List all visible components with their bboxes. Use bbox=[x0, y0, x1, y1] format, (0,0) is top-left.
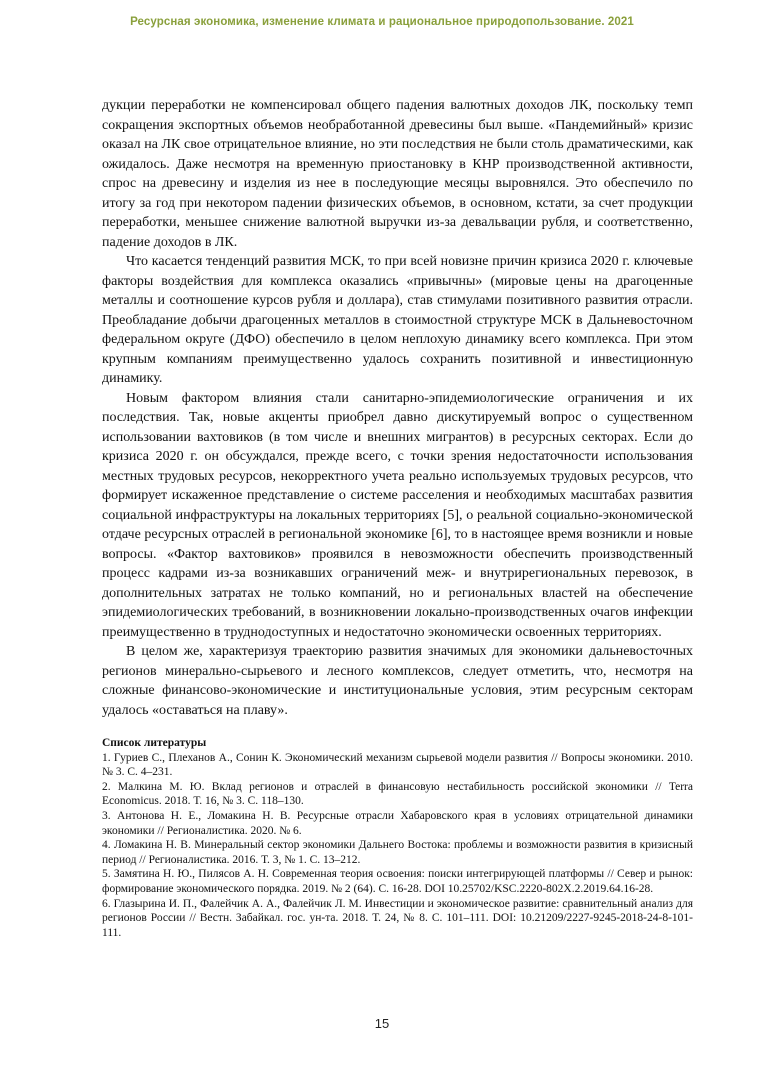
reference-item: 6. Глазырина И. П., Фалейчик А. А., Фалейчик Л. М. Инвестиции и экономическое развитие: сравнительный анализ для регионов России // Вестн. Забайкал. гос. ун-та. 2018. Т. 24, № 8. С. 101–111. DOI: 10.21209/2227-9245-2018-24-8-101-111. bbox=[102, 897, 693, 939]
reference-item: 4. Ломакина Н. В. Минеральный сектор экономики Дальнего Востока: проблемы и возможности развития в кризисный период // Регионалистика. 2016. Т. 3, № 1. С. 13–212. bbox=[102, 839, 693, 866]
references-section bbox=[102, 736, 693, 940]
page-content bbox=[102, 96, 693, 940]
reference-item: 1. Гуриев С., Плеханов А., Сонин К. Экономический механизм сырьевой модели развития // Вопросы экономики. 2010. № 3. С. 4–231. bbox=[102, 751, 693, 779]
reference-item: 2. Малкина М. Ю. Вклад регионов и отраслей в финансовую нестабильность российской экономики // Terra Economicus. 2018. Т. 16, № 3. С. 118–130. bbox=[102, 780, 693, 808]
reference-item: 3. Антонова Н. Е., Ломакина Н. В. Ресурсные отрасли Хабаровского края в условиях отрицательной динамики экономики // Регионалистика. 2020. № 6. bbox=[102, 809, 693, 837]
running-header: Ресурсная экономика, изменение климата и рациональное природопользование. 2021 bbox=[130, 16, 634, 28]
body-paragraph: В целом же, характеризуя траекторию развития значимых для экономики дальневосточных регионов минерально-сырьевого и лесного комплексов, следует отметить, что, несмотря на сложные финансово-экономические и институциональные условия, этим ресурсным секторам удалось «оставаться на плаву». bbox=[102, 644, 693, 718]
page-number: 15 bbox=[374, 1016, 390, 1031]
reference-item: 5. Замятина Н. Ю., Пилясов А. Н. Современная теория освоения: поиски интегрирующей платформы // Север и рынок: формирование экономического порядка. 2019. № 2 (64). С. 16-28. DOI 10.25702/KSC.2220-802X.2.2019.64.16-28. bbox=[102, 868, 693, 895]
body-paragraph: Что касается тенденций развития МСК, то при всей новизне причин кризиса 2020 г. ключевые факторы воздействия для комплекса оказались «привычны» (мировые цены на драгоценные металлы и соотношение курсов рубля и доллара), став стимулами позитивного развития отрасли. Преобладание добычи драгоценных металлов в стоимостной структуре МСК в Дальневосточном федеральном округе (ДФО) обеспечило в целом неплохую динамику всего комплекса. При этом крупным компаниям преимущественно удалось сохранить позитивной и инвестиционную динамику. bbox=[102, 254, 693, 386]
body-paragraph: Новым фактором влияния стали санитарно-эпидемиологические ограничения и их последствия. Так, новые акценты приобрел давно дискутируемый вопрос о существенном использовании вахтовиков (в том числе и внешних мигрантов) в ресурсных секторах. Если до кризиса 2020 г. он обсуждался, прежде всего, с точки зрения недостаточности использования местных трудовых ресурсов, некорректного учета реально используемых трудовых ресурсов, что формирует искаженное представление о системе расселения и необходимых масштабах развития социальной инфраструктуры на локальных территориях [5], о реальной социально-экономической отдаче ресурсных отраслей в региональной экономике [6], то в настоящее время возникли и новые вопросы. «Фактор вахтовиков» проявился в невозможности обеспечить производственный процесс кадрами из-за возникавших ограничений меж- и внутрирегиональных перевозок, в дополнительных затратах не только компаний, но и региональных властей на обеспечение эпидемиологических требований, в возникновении локально-производственных очагов инфекции преимущественно в труднодоступных и недостаточно экономически освоенных территориях. bbox=[102, 390, 693, 640]
body-paragraph: дукции переработки не компенсировал общего падения валютных доходов ЛК, поскольку темп сокращения экспортных объемов необработанной древесины был выше. «Пандемийный» кризис оказал на ЛК свое отрицательное влияние, но эти последствия не были столь драматическими, как ожидалось. Даже несмотря на временную приостановку в КНР производственной активности, спрос на древесину и изделия из нее в последующие месяцы выровнялся. Это обеспечило по итогу за год при некотором падении физических объемов, в основном, кстати, за счет продукции переработки, меньшее снижение валютной выручки из-за девальвации рубля, и соответственно, падение доходов в ЛК. bbox=[102, 98, 693, 250]
references-title: Список литературы bbox=[102, 737, 207, 749]
